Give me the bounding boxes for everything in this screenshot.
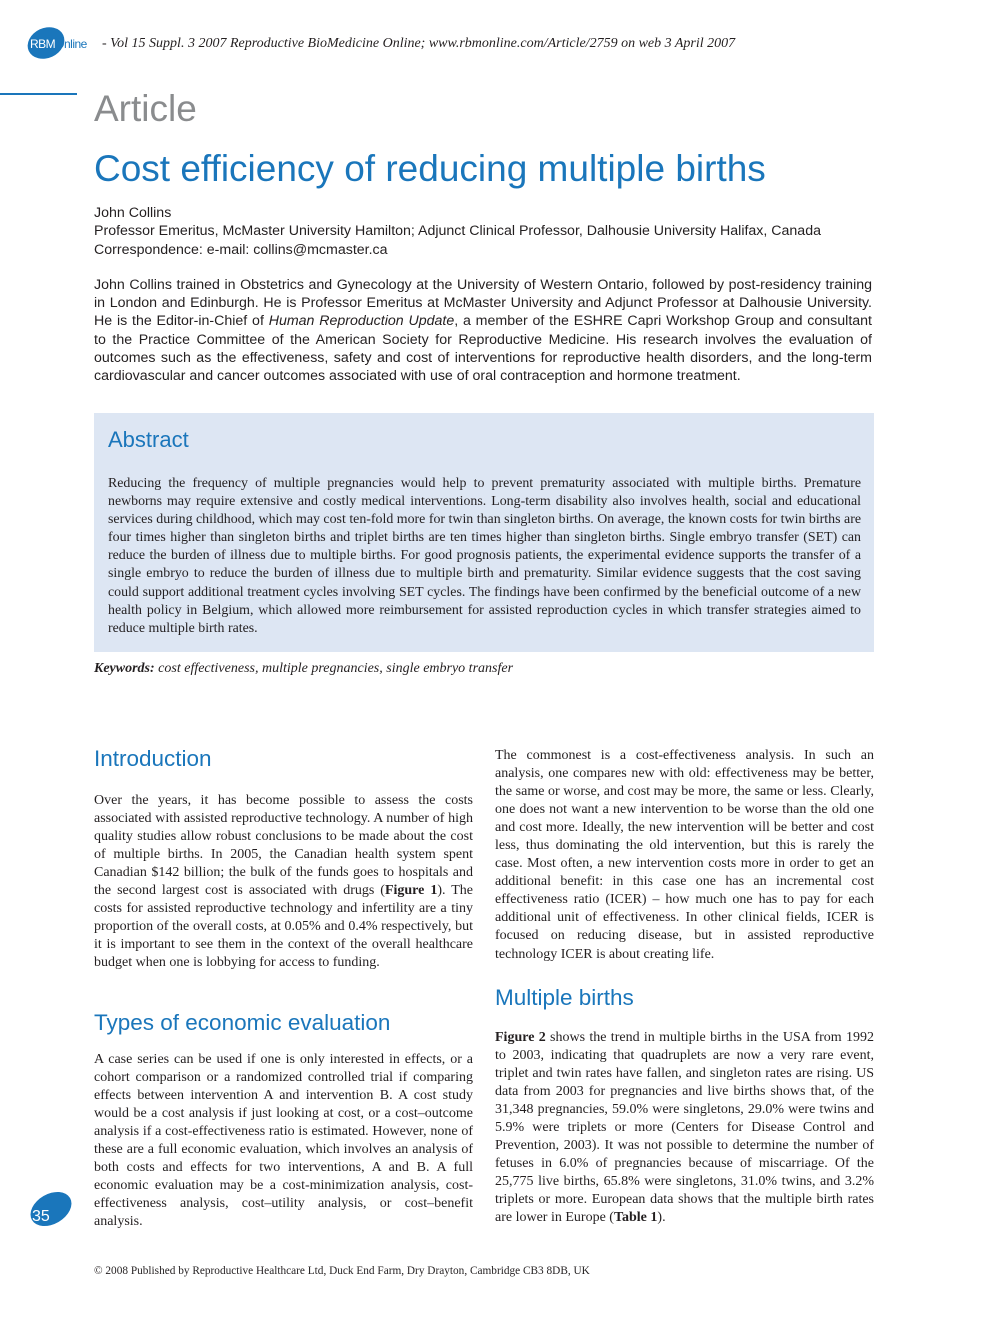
introduction-paragraph xyxy=(94,792,473,972)
bio-text-1: John Collins trained in Obstetrics and Gynecology at the University of Western Ontario, followed by post-residency training in London and Edinburgh. He is Professor Emeritus at McMaster University and Adjunct Professor at Dalhousie University. He is the Editor-in-Chief of xyxy=(94,277,872,330)
intro-text-1: Over the years, it has become possible to assess the costs associated with assisted reproductive technology. A number of high quality studies allow robust conclusions to be made about the cost of multiple births. In 2005, the Canadian health system spent Canadian $142 billion; the bulk of the funds goes to hospitals and the second largest cost is associated with drugs ( xyxy=(94,793,473,899)
multi-text-2: ). xyxy=(657,1210,666,1226)
multiple-births-heading: Multiple births xyxy=(495,985,634,1010)
table-1-link[interactable]: Table 1 xyxy=(613,1210,658,1226)
types-paragraph-2: The commonest is a cost-effectiveness analysis. In such an analysis, one compares new with old: effectiveness may be better, the same or worse, and cost may be more, the same or less. Clearly, one does not want a new intervention to be worse than the old one and cost more. Ideally, the new intervention will be better and cost less, thus dominating the old intervention, but this is rarely the case. Most often, a new intervention costs more in order to get an additional benefit: in this case one has an incremental cost effectiveness ratio (ICER) – how much one has to pay for each additional unit of effectiveness. In other clinical fields, ICER is focused on reducing disease, but in assisted reproductive technology ICER is about creating life. xyxy=(495,748,874,962)
bio-text-2: , a member of the ESHRE Capri Workshop Group and consultant to the Practice Committee of the American Society for Reproductive Medicine. His research involves the evaluation of outcomes such as the effectiveness, safety and cost of interventions for reproductive health disorders, and the long-term cardiovascular and cancer outcomes associated with use of oral contraception and hormone treatment. xyxy=(94,313,872,385)
bio-journal-name: Human Reproduction Update xyxy=(268,313,455,330)
figure-2-link[interactable]: Figure 2 xyxy=(495,1030,546,1045)
keywords-text: cost effectiveness, multiple pregnancies, single embryo transfer xyxy=(158,661,514,676)
intro-text-2: ). The costs for assisted reproductive technology and infertility are a tiny proportion of the overall costs, at 0.05% and 0.4% respectively, but it is important to see them in the context of the overall healthcare budget when one is lobbying for access to funding. xyxy=(94,883,473,971)
journal-citation: - Vol 15 Suppl. 3 2007 Reproductive BioMedicine Online; www.rbmonline.com/Article/2759 on web 3 April 2007 xyxy=(102,36,736,51)
introduction-heading: Introduction xyxy=(94,746,212,771)
logo-online: Online xyxy=(55,37,87,51)
logo-rbm: RBM xyxy=(30,37,56,51)
logo-text xyxy=(30,37,87,51)
author-correspondence: Correspondence: e-mail: collins@mcmaster.ca xyxy=(94,241,388,258)
types-heading: Types of economic evaluation xyxy=(94,1010,391,1035)
author-bio xyxy=(94,276,872,385)
figure-1-link[interactable]: Figure 1 xyxy=(384,883,438,899)
types-paragraph-1: A case series can be used if one is only interested in effects, or a cohort comparison or a randomized controlled trial if comparing effects between intervention A and intervention B. A cost study would be a cost analysis if just looking at cost, or a cost–outcome analysis if a cost-effectiveness ratio is estimated. However, none of these are a full economic evaluation, which involves an analysis of both costs and effects for two interventions, A and B. A full economic evaluation may be a cost-minimization analysis, cost-effectiveness analysis, cost–utility analysis, or cost–benefit analysis. xyxy=(94,1052,473,1230)
abstract-box xyxy=(94,413,874,652)
page-number: 35 xyxy=(32,1208,50,1225)
abstract-text: Reducing the frequency of multiple pregnancies would help to prevent prematurity associated with multiple births. Premature newborns may require extensive and costly medical interventions. Long-term disability also involves health, social and educational services during childhood, which may cost ten-fold more for twin than singleton births. On average, the known costs for twin births are four times higher than singleton births and triplet births are ten times higher than singleton births. Single embryo transfer (SET) can reduce the burden of illness due to multiple births. For good prognosis patients, the experimental evidence supports the transfer of a single embryo to reduce the burden of illness due to multiple birth and prematurity. Similar evidence suggests that the cost saving could support additional treatment cycles involving SET cycles. The findings have been confirmed by the beneficial outcome of a new health policy in Belgium, which allowed more reimbursement for assisted reproduction cycles in which transfer strategies aimed to reduce multiple birth rates. xyxy=(108,476,861,636)
keywords-label: Keywords: xyxy=(94,661,155,676)
author-name: John Collins xyxy=(94,205,172,221)
author-block xyxy=(94,204,884,259)
author-affiliation: Professor Emeritus, McMaster University Hamilton; Adjunct Clinical Professor, Dalhousie University Halifax, Canada xyxy=(94,223,821,240)
multiple-births-paragraph xyxy=(495,1029,874,1228)
copyright-footer: © 2008 Published by Reproductive Healthcare Ltd, Duck End Farm, Dry Drayton, Cambridge CB3 8DB, UK xyxy=(94,1265,590,1277)
header-rule xyxy=(0,93,77,95)
abstract-heading: Abstract xyxy=(108,427,189,452)
article-title: Cost efficiency of reducing multiple births xyxy=(94,148,766,189)
section-label: Article xyxy=(94,88,197,129)
multi-text-1: shows the trend in multiple births in the USA from 1992 to 2003, indicating that quadruplets are now a very rare event, triplet and twin rates have fallen, and singleton rates are rising. US data from 2003 for pregnancies and live births shows that, of the 31,348 pregnancies, 59.0% were singletons, 29.0% were twins and 5.9% were triplets or more (Centers for Disease Control and Prevention, 2003). It was not possible to determine the number of fetuses in 6.0% of pregnancies because of miscarriage. Of the 25,775 live births, 65.8% were singletons, 31.0% twins, and 3.2% triplets or more. European data shows that the multiple birth rates are lower in Europe ( xyxy=(495,1030,875,1226)
keywords xyxy=(94,661,513,677)
